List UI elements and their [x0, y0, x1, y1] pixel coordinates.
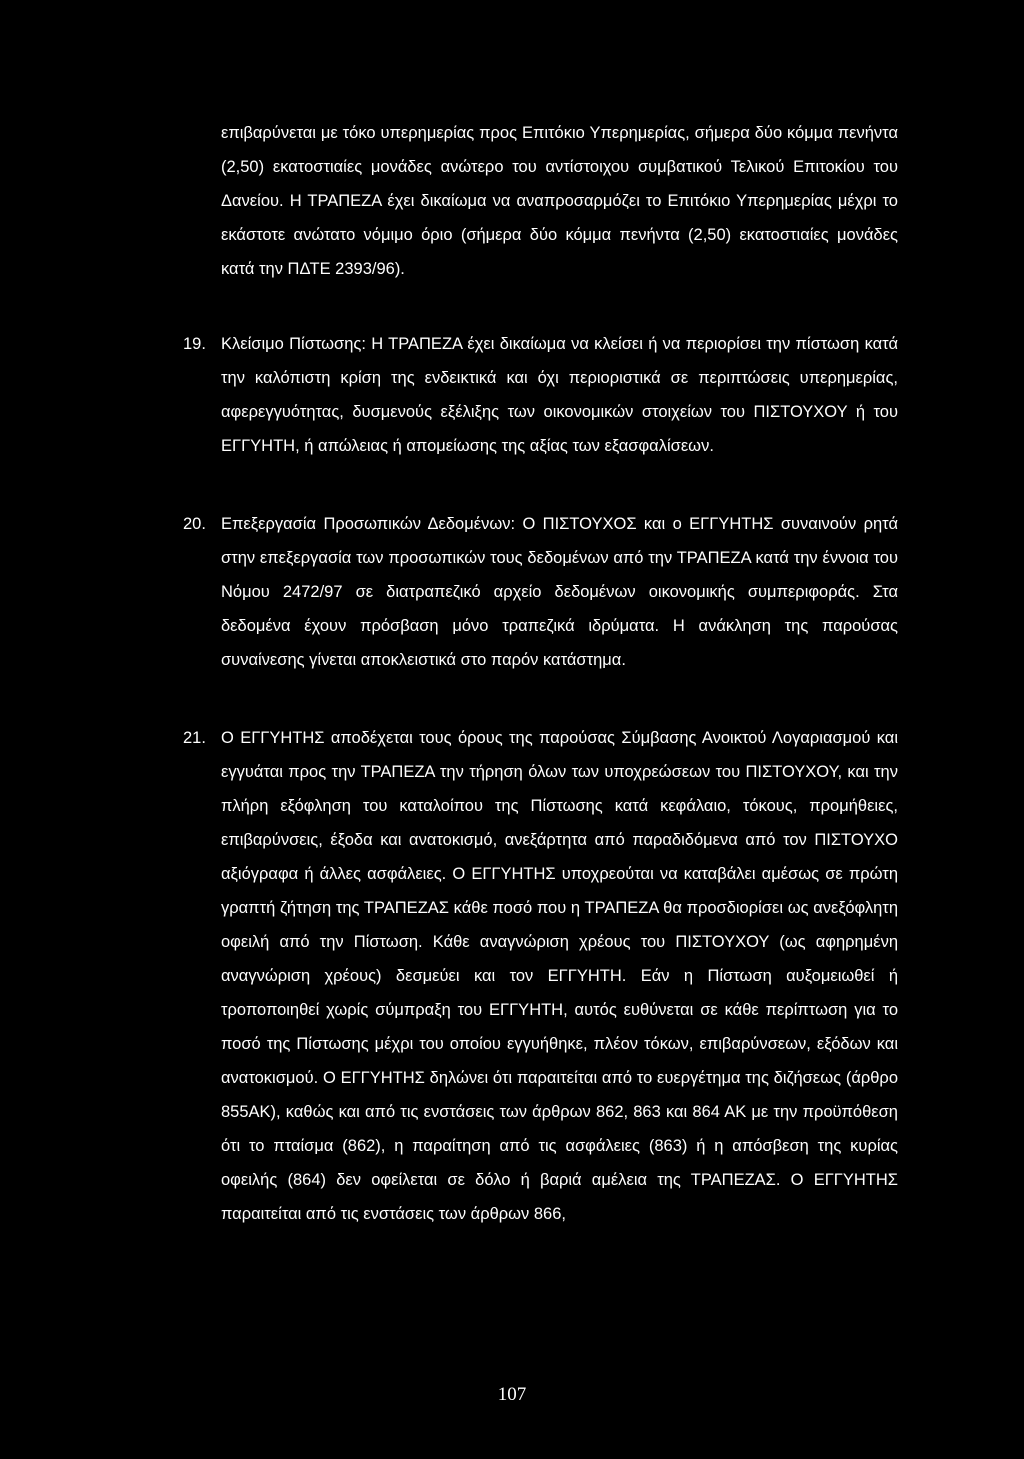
- clause-number: 21.: [183, 729, 206, 747]
- clause-19: [183, 327, 898, 463]
- clause-text: Κλείσιμο Πίστωσης: Η ΤΡΑΠΕΖΑ έχει δικαίωμα να κλείσει ή να περιορίσει την πίστωση κατά την καλόπιστη κρίση της ενδεικτικά και όχι περιοριστικά σε περιπτώσεις υπερημερίας, αφερεγγυότητας, δυσμενούς εξέλιξης των οικονομικών στοιχείων του ΠΙΣΤΟΥΧΟΥ ή του ΕΓΓΥΗΤΗ, ή απώλειας ή απομείωσης της αξίας των εξασφαλίσεων.: [221, 335, 898, 455]
- clause-text: Επεξεργασία Προσωπικών Δεδομένων: Ο ΠΙΣΤΟΥΧΟΣ και ο ΕΓΓΥΗΤΗΣ συναινούν ρητά στην επεξεργασία των προσωπικών τους δεδομένων από την ΤΡΑΠΕΖΑ κατά την έννοια του Νόμου 2472/97 σε διατραπεζικό αρχείο δεδομένων οικονομικής συμπεριφοράς. Στα δεδομένα έχουν πρόσβαση μόνο τραπεζικά ιδρύματα. Η ανάκληση της παρούσας συναίνεσης γίνεται αποκλειστικά στο παρόν κατάστημα.: [221, 515, 898, 669]
- page-number: 107: [497, 1384, 527, 1405]
- clause-21: [183, 721, 898, 1231]
- intro-paragraph-text: επιβαρύνεται με τόκο υπερημερίας προς Επιτόκιο Υπερημερίας, σήμερα δύο κόμμα πενήντα (2,50) εκατοστιαίες μονάδες ανώτερο του αντίστοιχου συμβατικού Τελικού Επιτοκίου του Δανείου. Η ΤΡΑΠΕΖΑ έχει δικαίωμα να αναπροσαρμόζει το Επιτόκιο Υπερημερίας μέχρι το εκάστοτε ανώτατο νόμιμο όριο (σήμερα δύο κόμμα πενήντα (2,50) εκατοστιαίες μονάδες κατά την ΠΔΤΕ 2393/96).: [221, 124, 898, 278]
- intro-paragraph: [221, 116, 898, 286]
- clause-text: Ο ΕΓΓΥΗΤΗΣ αποδέχεται τους όρους της παρούσας Σύμβασης Ανοικτού Λογαριασμού και εγγυάται προς την ΤΡΑΠΕΖΑ την τήρηση όλων των υποχρεώσεων του ΠΙΣΤΟΥΧΟΥ, και την πλήρη εξόφληση του καταλοίπου της Πίστωσης κατά κεφάλαιο, τόκους, προμήθειες, επιβαρύνσεις, έξοδα και ανατοκισμό, ανεξάρτητα από παραδιδόμενα από τον ΠΙΣΤΟΥΧΟ αξιόγραφα ή άλλες ασφάλειες. Ο ΕΓΓΥΗΤΗΣ υποχρεούται να καταβάλει αμέσως σε πρώτη γραπτή ζήτηση της ΤΡΑΠΕΖΑΣ κάθε ποσό που η ΤΡΑΠΕΖΑ θα προσδιορίσει ως ανεξόφλητη οφειλή από την Πίστωση. Κάθε αναγνώριση χρέους του ΠΙΣΤΟΥΧΟΥ (ως αφηρημένη αναγνώριση χρέους) δεσμεύει και τον ΕΓΓΥΗΤΗ. Εάν η Πίστωση αυξομειωθεί ή τροποποιηθεί χωρίς σύμπραξη του ΕΓΓΥΗΤΗ, αυτός ευθύνεται σε κάθε περίπτωση για το ποσό της Πίστωσης μέχρι του οποίου εγγυήθηκε, πλέον τόκων, επιβαρύνσεων, εξόδων και ανατοκισμού. Ο ΕΓΓΥΗΤΗΣ δηλώνει ότι παραιτείται από το ευεργέτημα της διζήσεως (άρθρο 855ΑΚ), καθώς και από τις ενστάσεις των άρθρων 862, 863 και 864 ΑΚ με την προϋπόθεση ότι το πταίσμα (862), η παραίτηση από τις ασφάλειες (863) ή η απόσβεση της κυρίας οφειλής (864) δεν οφείλεται σε δόλο ή βαριά αμέλεια της ΤΡΑΠΕΖΑΣ. Ο ΕΓΓΥΗΤΗΣ παραιτείται από τις ενστάσεις των άρθρων 866,: [221, 729, 898, 1223]
- clause-number: 19.: [183, 335, 206, 353]
- clause-20: [183, 507, 898, 677]
- clause-number: 20.: [183, 515, 206, 533]
